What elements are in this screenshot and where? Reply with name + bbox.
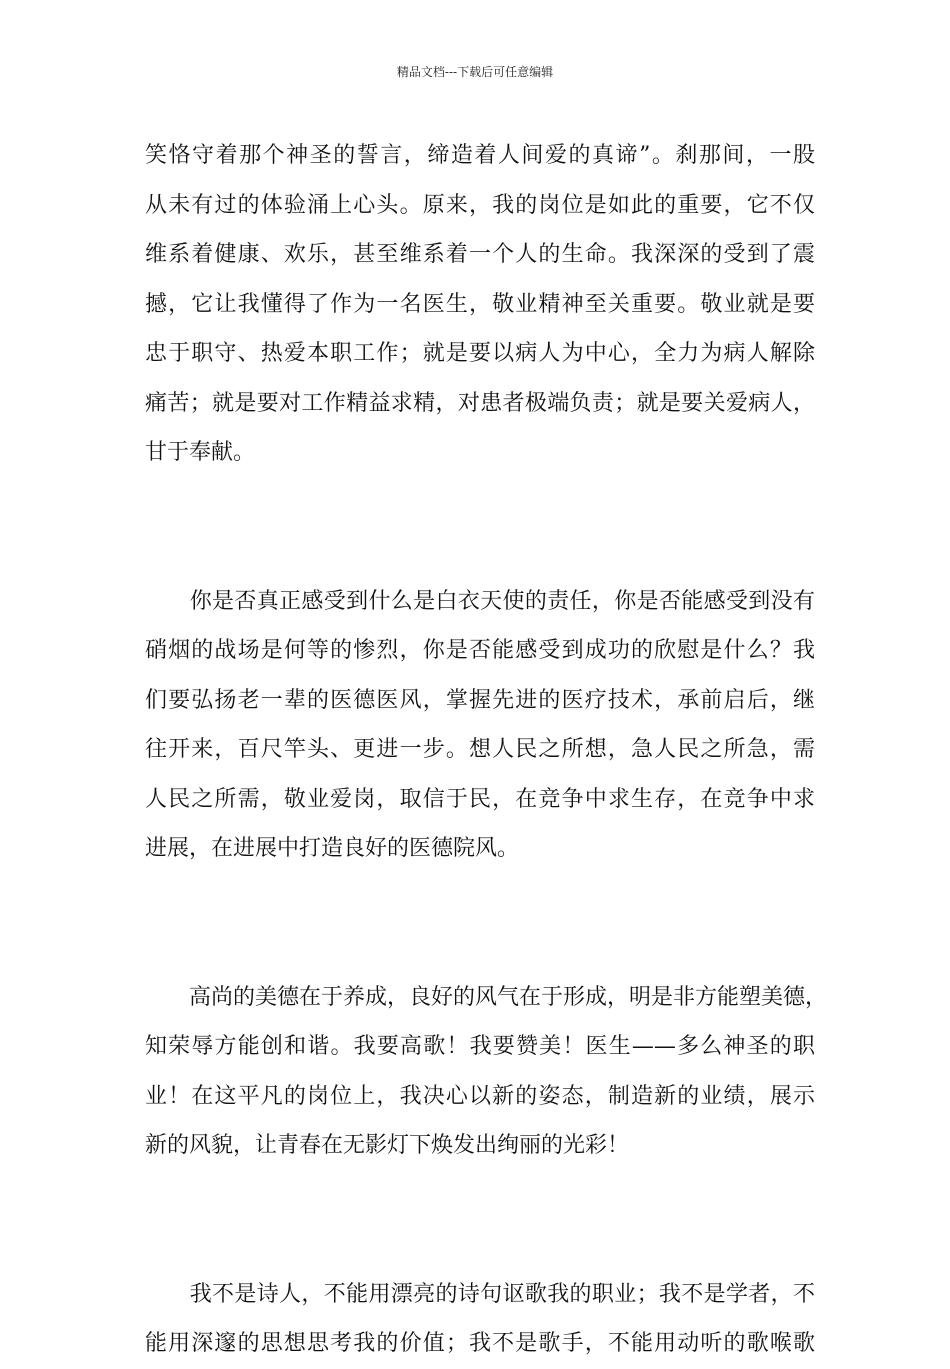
paragraph-2	[145, 577, 815, 874]
text-line: 我不是诗人，不能用漂亮的诗句讴歌我的职业；我不是学者，不	[145, 1281, 815, 1307]
text-line: 进展，在进展中打造良好的医德院风。	[145, 836, 520, 861]
paragraph-3	[145, 973, 828, 1171]
text-line: 硝烟的战场是何等的惨烈，你是否能感受到成功的欣慰是什么？我	[145, 638, 815, 663]
text-line: 你是否真正感受到什么是白衣天使的责任，你是否能感受到没有	[145, 588, 815, 614]
paragraph-4	[145, 1270, 815, 1369]
text-line: 忠于职守、热爱本职工作；就是要以病人为中心，全力为病人解除	[145, 341, 815, 366]
text-line: 笑恪守着那个神圣的誓言，缔造着人间爱的真谛”。刹那间，一股	[145, 143, 815, 168]
text-line: 能用深邃的思想思考我的价值；我不是歌手，不能用动听的歌喉歌	[145, 1331, 815, 1356]
text-line: 人民之所需，敬业爱岗，取信于民，在竞争中求生存，在竞争中求	[145, 786, 815, 812]
paragraph-gap	[145, 874, 815, 973]
text-line: 从未有过的体验涌上心头。原来，我的岗位是如此的重要，它不仅	[145, 192, 815, 218]
text-line: 痛苦；就是要对工作精益求精，对患者极端负责；就是要关爱病人，	[145, 390, 815, 416]
text-line: 业！在这平凡的岗位上，我决心以新的姿态，制造新的业绩，展示	[145, 1083, 815, 1109]
paragraph-gap	[145, 478, 815, 577]
text-line: 新的风貌，让青春在无影灯下焕发出绚丽的光彩！	[145, 1133, 630, 1158]
text-line: 知荣辱方能创和谐。我要高歌！我要赞美！医生——多么神圣的职	[145, 1034, 815, 1059]
document-body	[145, 131, 828, 1369]
text-line: 撼，它让我懂得了作为一名医生，敬业精神至关重要。敬业就是要	[145, 291, 815, 317]
text-line: 们要弘扬老一辈的医德医风，掌握先进的医疗技术，承前启后，继	[145, 687, 815, 713]
text-line: 往开来，百尺竿头、更进一步。想人民之所想，急人民之所急，需	[145, 737, 815, 762]
page-header: 精品文档---下载后可任意编辑	[396, 65, 554, 79]
paragraph-1	[145, 131, 815, 478]
text-line: 维系着健康、欢乐，甚至维系着一个人的生命。我深深的受到了震	[145, 242, 815, 267]
paragraph-gap	[145, 1171, 815, 1270]
text-line: 高尚的美德在于养成，良好的风气在于形成，明是非方能塑美德，	[145, 984, 828, 1010]
text-line: 甘于奉献。	[145, 440, 256, 465]
